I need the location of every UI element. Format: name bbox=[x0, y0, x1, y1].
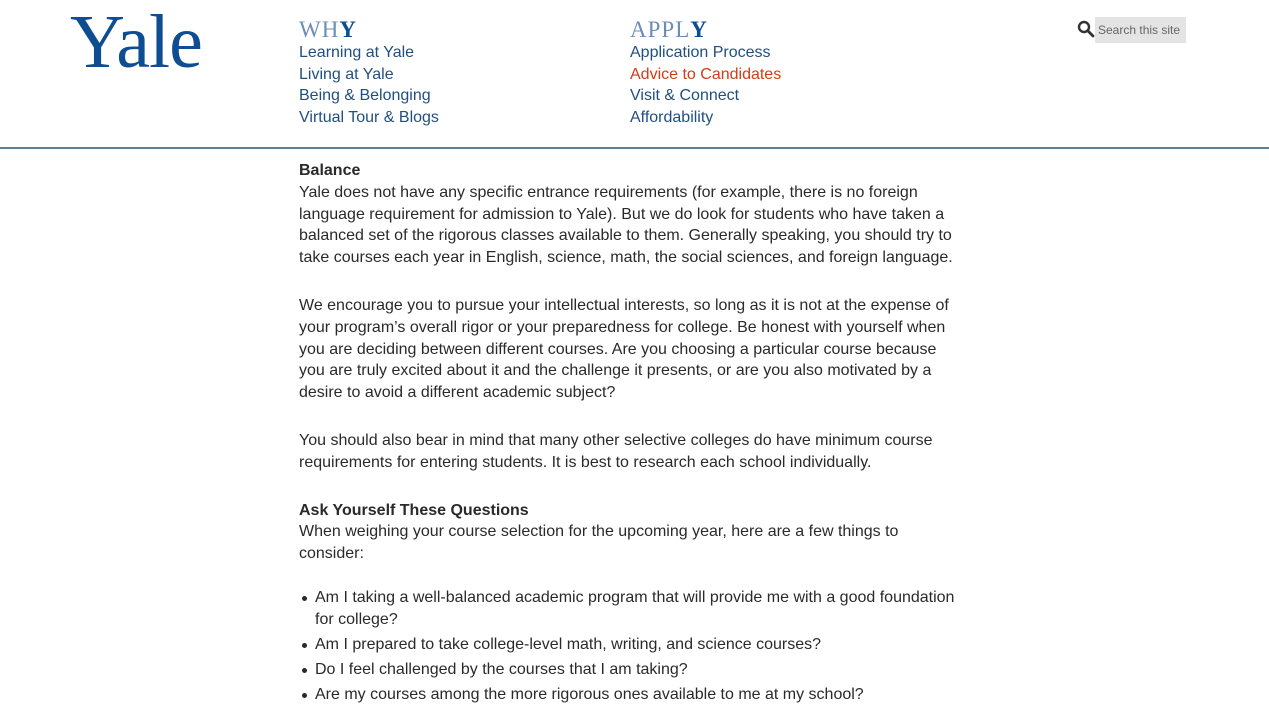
nav-why bbox=[299, 18, 439, 129]
nav-item-visit-connect[interactable]: Visit & Connect bbox=[630, 87, 740, 105]
list-item: Am I prepared to take college-level math, writing, and science courses? bbox=[315, 634, 964, 656]
nav-why-heading[interactable]: WHY bbox=[299, 17, 357, 42]
balance-section bbox=[299, 160, 964, 269]
balance-heading: Balance bbox=[299, 162, 361, 179]
balance-text: Yale does not have any specific entrance requirements (for example, there is no foreign language requirement for admission to Yale). But we do look for students who have taken a balanced set of the rigorous classes available to them. Generally speaking, you should try to take courses each year in English, science, math, the social sciences, and foreign language. bbox=[299, 183, 953, 267]
questions-section bbox=[299, 500, 964, 565]
main-content bbox=[299, 160, 964, 709]
list-item: Are my courses among the more rigorous ones available to me at my school? bbox=[315, 684, 964, 706]
search-input[interactable] bbox=[1095, 17, 1186, 43]
questions-heading: Ask Yourself These Questions bbox=[299, 501, 529, 519]
paragraph-pursue-interests: We encourage you to pursue your intellectual interests, so long as it is not at the expense of your program’s overall rigor or your preparedness for college. Be honest with yourself when you are deciding between different courses. Are you choosing a particular course because you are truly excited about it and the challenge it presents, or are you also motivated by a desire to avoid a different academic subject? bbox=[299, 296, 949, 402]
nav-apply-heading[interactable]: APPLY bbox=[630, 17, 708, 42]
search-icon[interactable] bbox=[1077, 20, 1095, 38]
nav-apply bbox=[630, 18, 781, 129]
questions-list bbox=[299, 587, 964, 706]
nav-item-affordability[interactable]: Affordability bbox=[630, 109, 714, 127]
nav-item-being-belonging[interactable]: Being & Belonging bbox=[299, 87, 431, 105]
site-header bbox=[0, 0, 1269, 149]
list-item: Do I feel challenged by the courses that I am taking? bbox=[315, 659, 964, 681]
site-search bbox=[1077, 17, 1186, 43]
nav-item-living-at-yale[interactable]: Living at Yale bbox=[299, 65, 394, 83]
nav-item-application-process[interactable]: Application Process bbox=[630, 44, 771, 61]
yale-logo[interactable]: Yale bbox=[70, 0, 202, 84]
nav-item-advice-to-candidates[interactable]: Advice to Candidates bbox=[630, 65, 782, 83]
questions-intro: When weighing your course selection for the upcoming year, here are a few things to consider: bbox=[299, 523, 899, 563]
nav-item-virtual-tour-blogs[interactable]: Virtual Tour & Blogs bbox=[299, 109, 439, 127]
list-item: Am I taking a well-balanced academic program that will provide me with a good foundation for college? bbox=[315, 587, 964, 631]
nav-item-learning-at-yale[interactable]: Learning at Yale bbox=[299, 44, 415, 61]
paragraph-minimum-requirements: You should also bear in mind that many other selective colleges do have minimum course requirements for entering students. It is best to research each school individually. bbox=[299, 431, 933, 471]
